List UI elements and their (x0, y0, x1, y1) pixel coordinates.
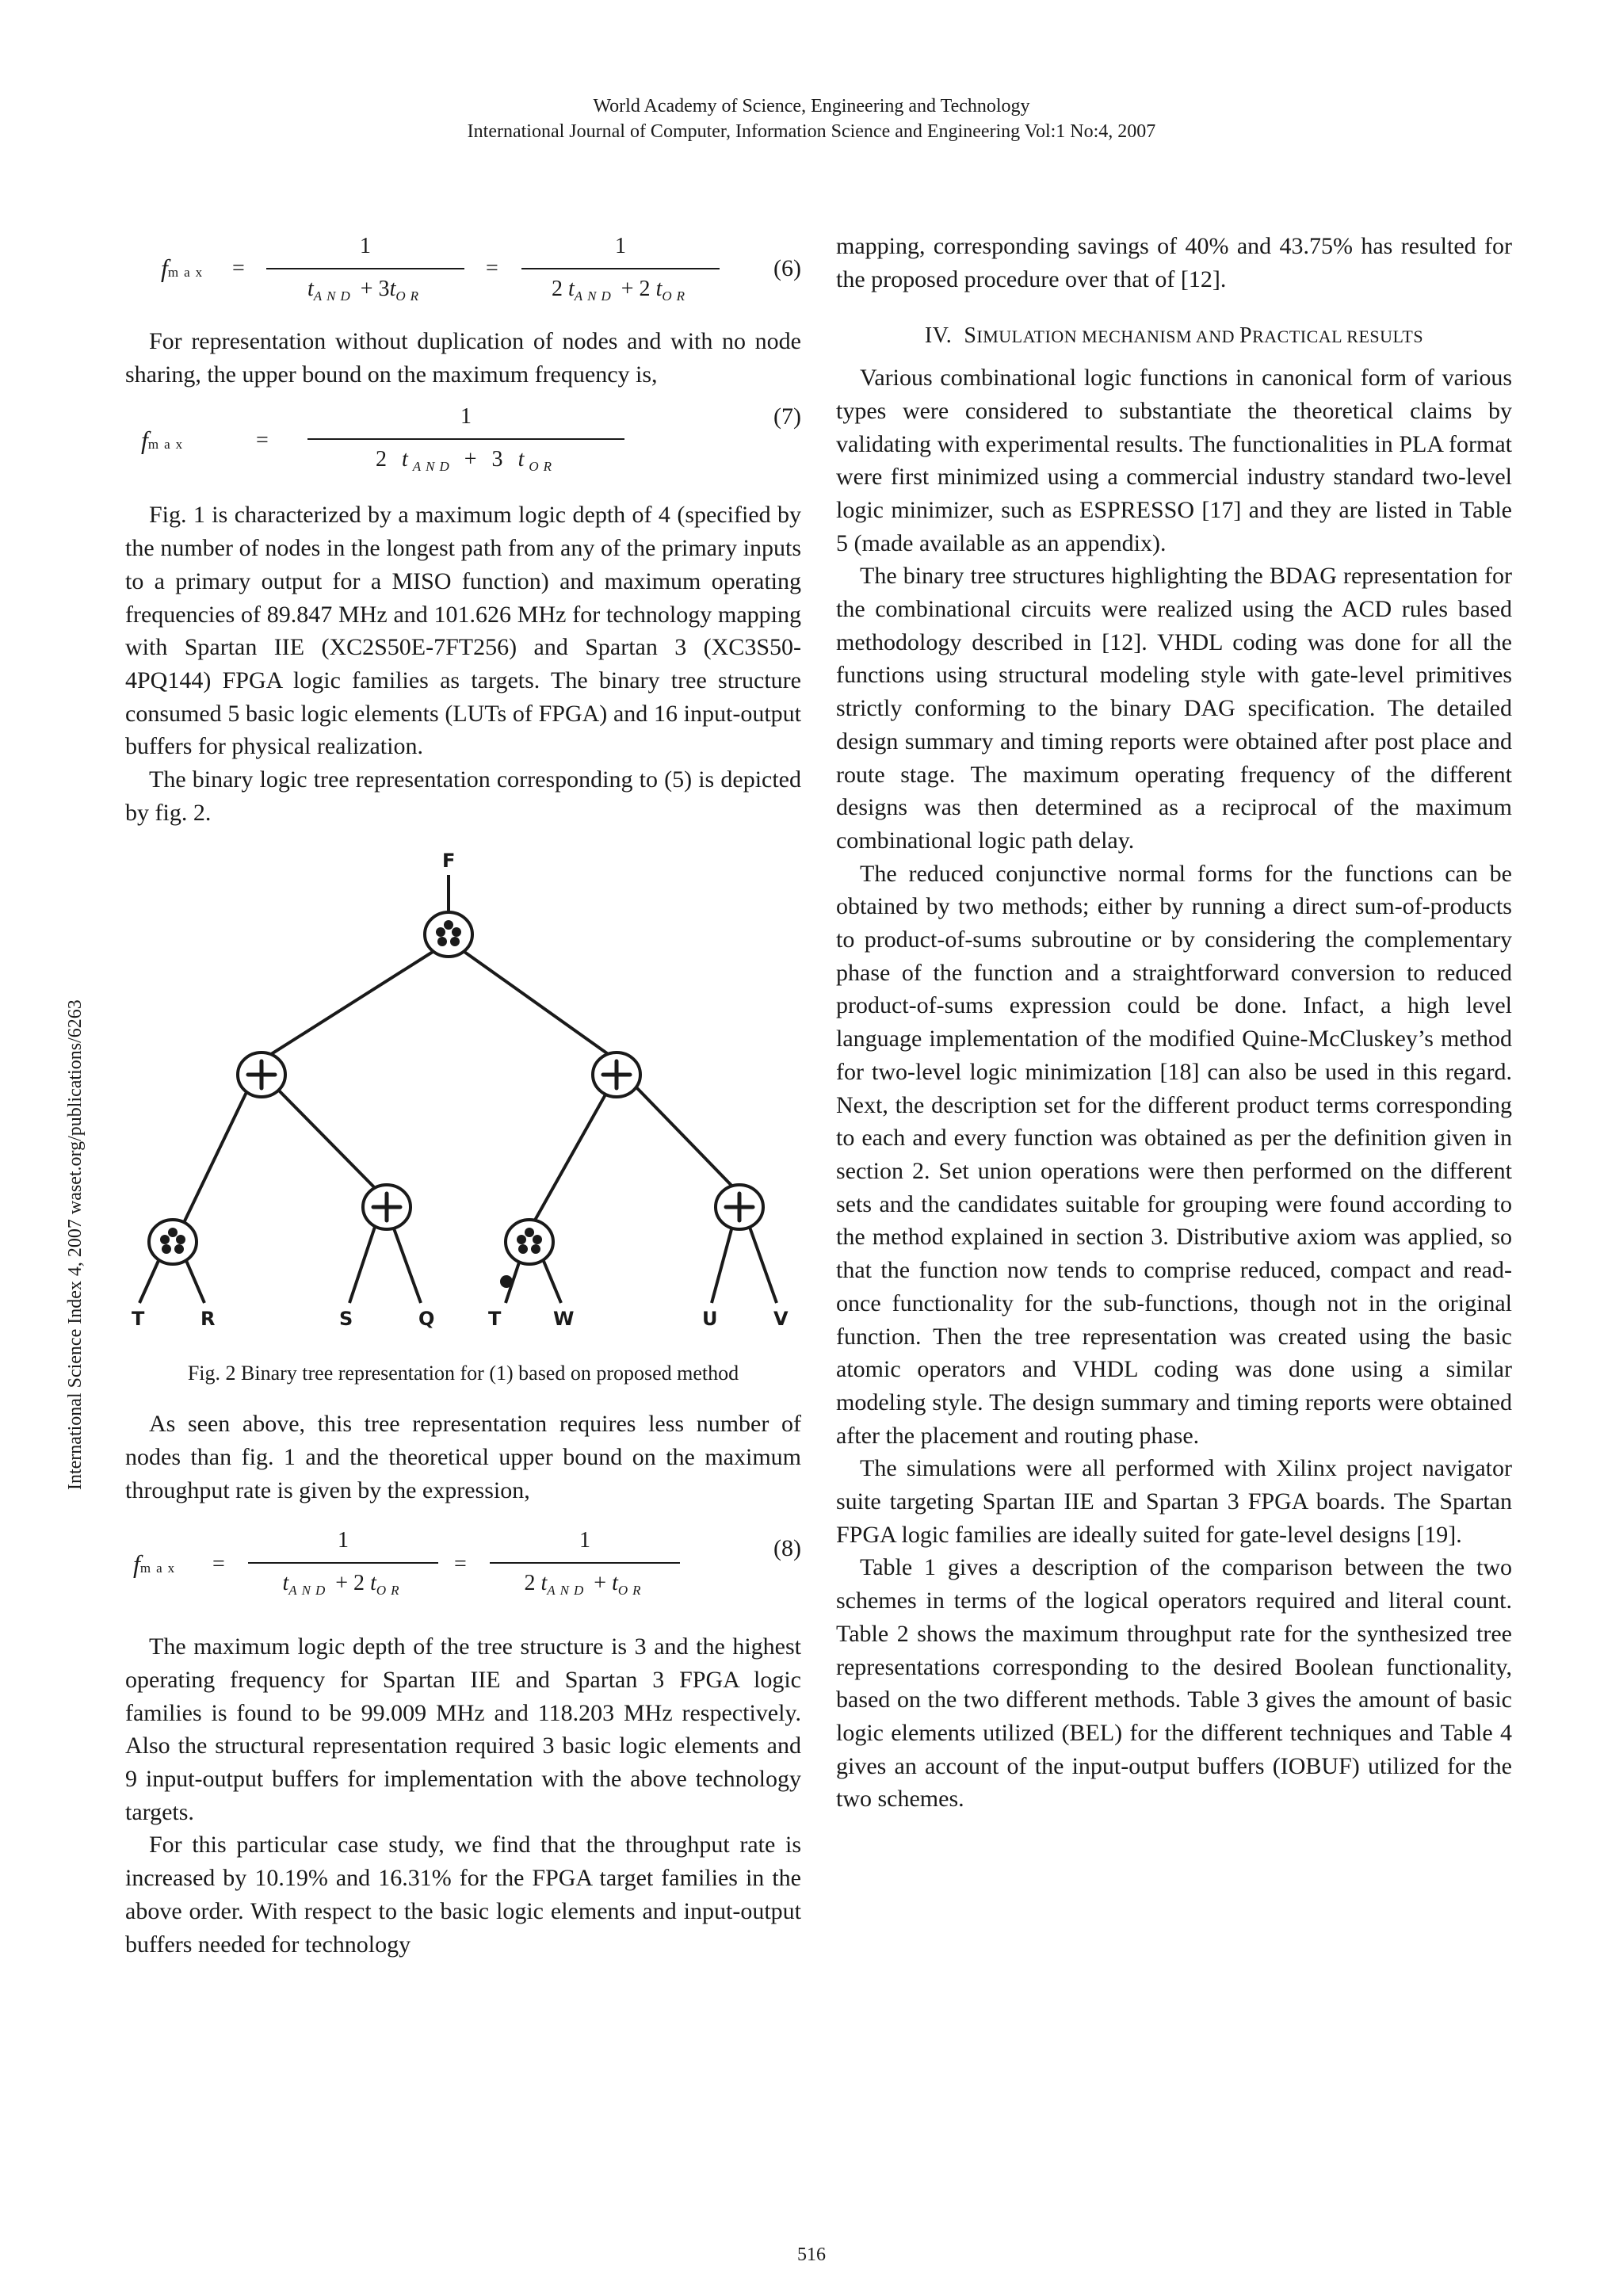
eq8-fraction-1: 1 $t_{AND} + 2$ $t_{OR}$ (248, 1524, 438, 1606)
eq8-fraction-2: 1 2 $t_{AND} + t_{OR}$ (490, 1524, 680, 1606)
paragraph: Various combinational logic functions in canonical form of various types were considered to substantiate the theoretical claims by validating with experimental results. The functionalities in PLA format were first minimized using a commercial industry standard two-level logic minimizer, such as ESPRESSO [17] and they are listed in Table 5 (made available as an appendix). (836, 365, 1512, 556)
tree-leaf-label: S (339, 1308, 353, 1331)
page-number: 516 (797, 2244, 826, 2265)
side-index-text: International Science Index 4, 2007 waset.org/publications/6263 (65, 999, 86, 1490)
equation-6: fmax = 1 $t_{AND} + 3t_{OR}$ = 1 2 $t_{AND} + 2$ $t_{OR}$ (6) (125, 230, 801, 309)
paragraph: As seen above, this tree representation requires less number of nodes than fig. 1 and the theoretical upper bound on the maximum throughput rate is given by the expression, (125, 1411, 801, 1503)
tree-leaf-label: T (488, 1308, 502, 1331)
paragraph: The simulations were all performed with Xilinx project navigator suite targeting Spartan IIE and Spartan 3 FPGA boards. The Spartan FPGA logic families are ideally suited for gate-level designs [19]. (836, 1455, 1512, 1548)
paragraph: The binary tree structures highlighting the BDAG representation for the combinational circuits were realized using the ACD rules based methodology described in [12]. VHDL coding was done for all the functions using structural modeling style with gate-level primitives strictly conforming to the binary DAG specification. The detailed design summary and timing reports were obtained after post place and route stage. The maximum operating frequency of the different designs was then determined as a reciprocal of the maximum combinational logic path delay. (836, 563, 1512, 854)
paragraph: The reduced conjunctive normal forms for the functions can be obtained by two methods; either by running a direct sum-of-products to product-of-sums subroutine or by considering the complementary phase of the function and a straightforward conversion to reduced product-of-sums expression could be done. Infact, a high level language implementation of the modified Quine-McCluskey’s method for two-level logic minimization [18] can also be used in this regard. Next, the description set for the different product terms corresponding to each and every function was obtained as per the definition given in section 2. Set union operations were then performed on the different sets and the candidates suitable for grouping were found according to the method explained in section 3. Distributive axiom was applied, so that the function now tends to comprise reduced, compact and read-once functionality for the sub-functions, though not in the original function. Then the tree representation was created using the basic atomic operators and VHDL coding was done using a similar modeling style. The design summary and timing reports were obtained after the placement and routing phase. (836, 860, 1512, 1449)
binary-tree-diagram (125, 843, 801, 1350)
tree-leaf-label: Q (418, 1308, 435, 1331)
paragraph: Fig. 1 is characterized by a maximum logic depth of 4 (specified by the number of nodes in the longest path from any of the primary inputs to a primary output for a MISO function) and maximum operating frequencies of 89.847 MHz and 101.626 MHz for technology mapping with Spartan IIE (XC2S50E-7FT256) and Spartan 3 (XC3S50-4PQ144) FPGA logic families as targets. The binary tree structure consumed 5 basic logic elements (LUTs of FPGA) and 16 input-output buffers for physical realization. (125, 502, 801, 760)
tree-root-label: F (442, 850, 456, 873)
paragraph: For representation without duplication of nodes and with no node sharing, the upper bound on the maximum frequency is, (125, 328, 801, 388)
equation-7-label: (7) (773, 403, 801, 430)
paragraph: The maximum logic depth of the tree structure is 3 and the highest operating frequency for Spartan IIE and Spartan 3 FPGA logic families is found to be 99.009 MHz and 118.203 MHz respectively. Also the structural representation required 3 basic logic elements and 9 input-output buffers for implementation with the above technology targets. (125, 1633, 801, 1825)
equation-8-label: (8) (773, 1535, 801, 1562)
running-header (0, 94, 1623, 144)
paragraph: The binary logic tree representation corresponding to (5) is depicted by fig. 2. (125, 766, 801, 826)
eq7-fraction: 1 2 $t_{AND} + 3$ $t_{OR}$ (307, 400, 624, 483)
right-column (836, 230, 1512, 1816)
section-heading: IV. SIMULATION MECHANISM AND PRACTICAL RESULTS (924, 323, 1424, 349)
binary-tree-figure (125, 843, 801, 1350)
tree-leaf-label: V (773, 1308, 789, 1331)
equation-7: fmax = 1 2 $t_{AND} + 3$ $t_{OR}$ (7) (125, 400, 801, 487)
tree-leaf-label: U (702, 1308, 718, 1331)
paragraph: Table 1 gives a description of the comparison between the two schemes in terms of the logical operators required and literal count. Table 2 shows the maximum throughput rate for the synthesized tree representations corresponding to the desired Boolean functionality, based on the two different methods. Table 3 gives the amount of basic logic elements utilized (BEL) for the different techniques and Table 4 gives an account of the input-output buffers (IOBUF) utilized for the two schemes. (836, 1554, 1512, 1813)
equation-6-label: (6) (773, 255, 801, 281)
eq6-fraction-1: 1 $t_{AND} + 3t_{OR}$ (266, 230, 464, 312)
tree-leaf-label: R (200, 1308, 216, 1331)
paragraph: For this particular case study, we find that the throughput rate is increased by 10.19% and 16.31% for the FPGA target families in the above order. With respect to the basic logic elements and input-output buffers needed for technology (125, 1832, 801, 1958)
equation-8: fmax = 1 $t_{AND} + 2$ $t_{OR}$ = 1 2 $t_{AND} + t_{OR}$ (8) (125, 1524, 801, 1611)
header-line-1: World Academy of Science, Engineering and Technology (593, 96, 1030, 117)
paragraph: mapping, corresponding savings of 40% and 43.75% has resulted for the proposed procedure over that of [12]. (836, 233, 1512, 292)
figure-caption: Fig. 2 Binary tree representation for (1) based on proposed method (187, 1362, 739, 1385)
header-line-2: International Journal of Computer, Information Science and Engineering Vol:1 No:4, 2007 (467, 121, 1156, 142)
tree-leaf-label: T (132, 1308, 145, 1331)
eq6-fraction-2: 1 2 $t_{AND} + 2$ $t_{OR}$ (521, 230, 720, 312)
left-column (125, 230, 801, 1961)
tree-leaf-label: W (553, 1308, 575, 1331)
